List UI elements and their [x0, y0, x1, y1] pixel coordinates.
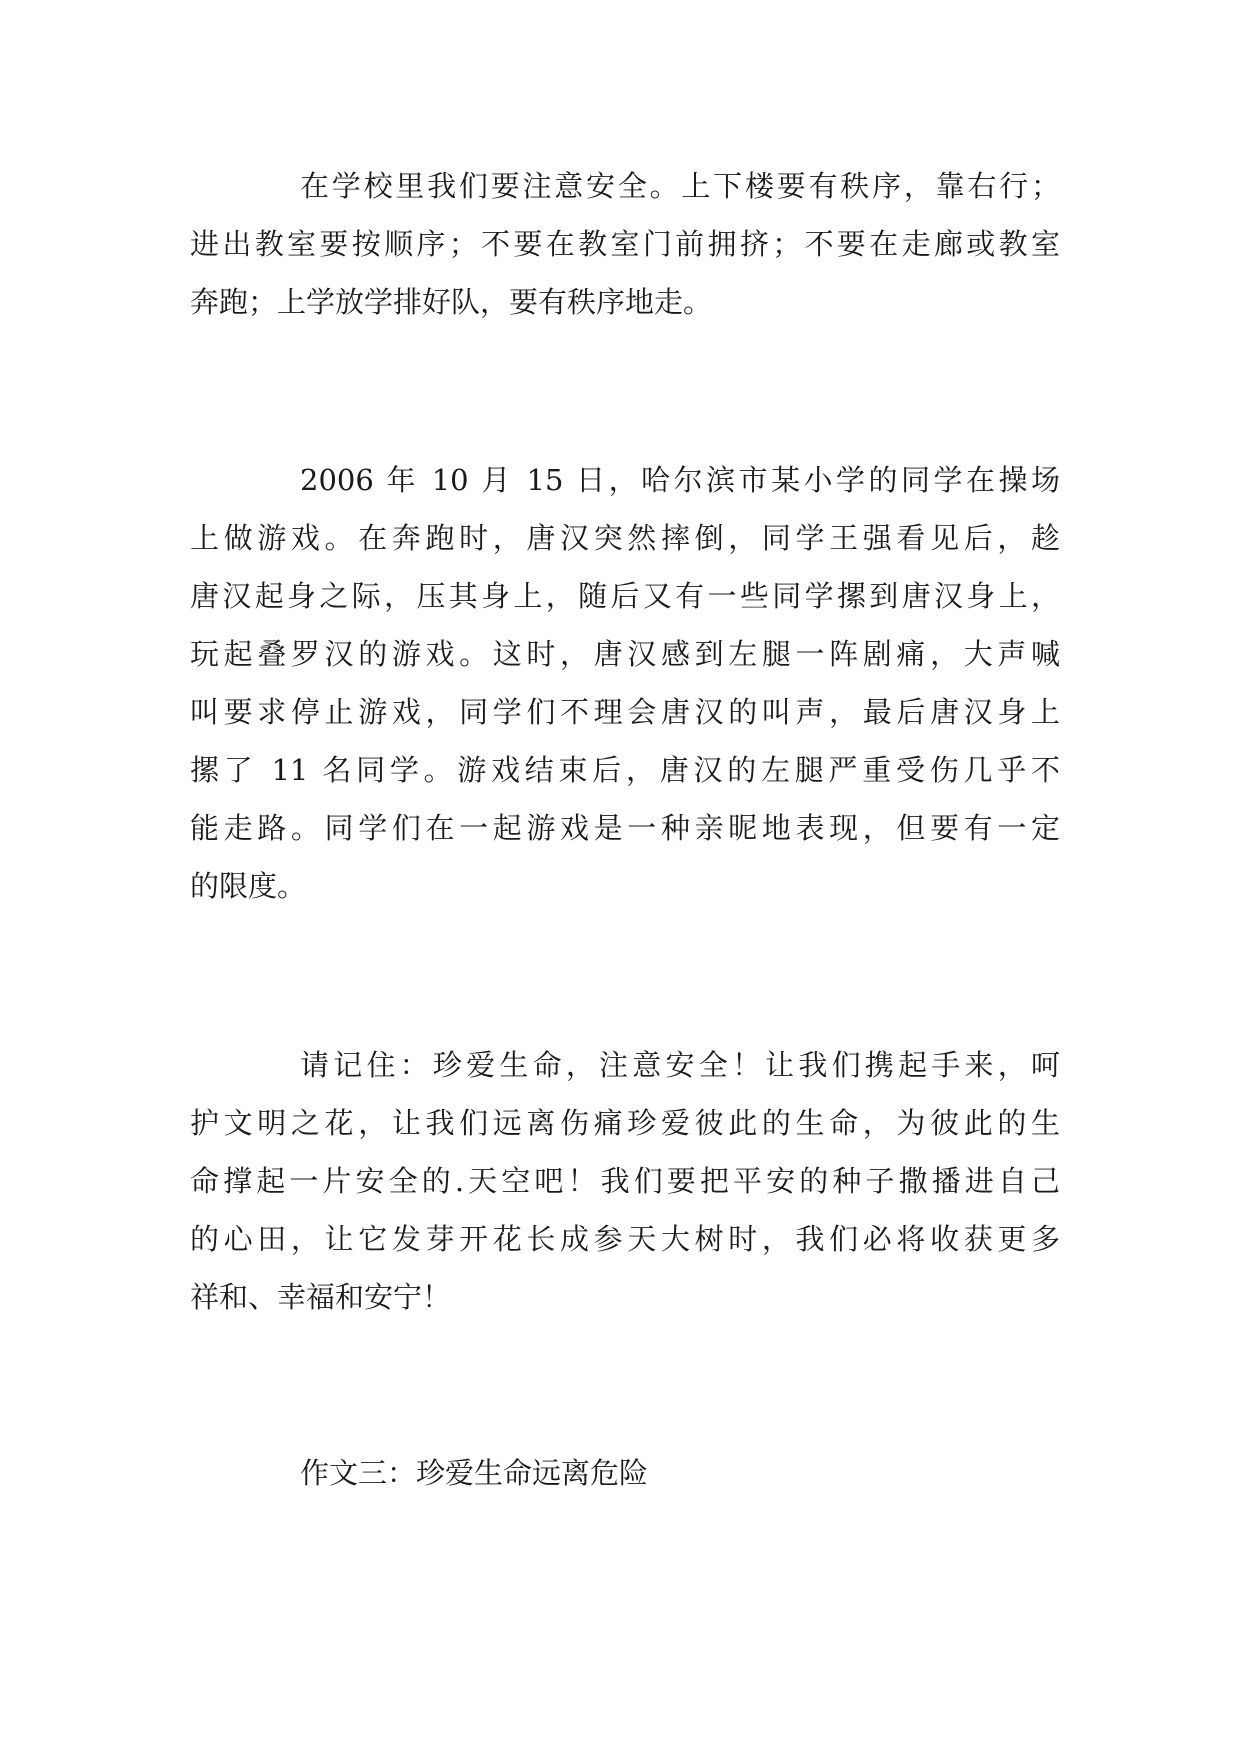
paragraph-line: 叫要求停止游戏，同学们不理会唐汉的叫声，最后唐汉身上 — [190, 695, 1060, 729]
paragraph-line: 在学校里我们要注意安全。上下楼要有秩序，靠右行； — [300, 169, 1060, 203]
paragraph-line: 的心田，让它发芽开花长成参天大树时，我们必将收获更多 — [190, 1222, 1060, 1256]
paragraph-line: 命撑起一片安全的.天空吧！我们要把平安的种子撒播进自己 — [190, 1164, 1060, 1198]
paragraph-school-safety — [190, 157, 1060, 331]
paragraph-line: 祥和、幸福和安宁！ — [190, 1280, 452, 1314]
section-heading-essay-three — [190, 1444, 1060, 1502]
paragraph-line: 进出教室要按顺序；不要在教室门前拥挤；不要在走廊或教室 — [190, 227, 1060, 261]
paragraph-line: 能走路。同学们在一起游戏是一种亲昵地表现，但要有一定 — [190, 811, 1060, 845]
paragraph-line: 2006 年 10 月 15 日，哈尔滨市某小学的同学在操场 — [300, 463, 1060, 497]
paragraph-line: 的限度。 — [190, 869, 307, 903]
paragraph-line: 上做游戏。在奔跑时，唐汉突然摔倒，同学王强看见后，趁 — [190, 521, 1060, 555]
paragraph-line: 请记住：珍爱生命，注意安全！让我们携起手来，呵 — [300, 1048, 1060, 1082]
section-heading-line: 作文三：珍爱生命远离危险 — [300, 1456, 649, 1490]
paragraph-line: 护文明之花，让我们远离伤痛珍爱彼此的生命，为彼此的生 — [190, 1106, 1060, 1140]
paragraph-remember-safety — [190, 1036, 1060, 1326]
paragraph-line: 唐汉起身之际，压其身上，随后又有一些同学摞到唐汉身上， — [190, 579, 1060, 613]
paragraph-incident-story — [190, 451, 1060, 915]
paragraph-line: 摞了 11 名同学。游戏结束后，唐汉的左腿严重受伤几乎不 — [190, 753, 1060, 787]
paragraph-line: 玩起叠罗汉的游戏。这时，唐汉感到左腿一阵剧痛，大声喊 — [190, 637, 1060, 671]
paragraph-line: 奔跑；上学放学排好队，要有秩序地走。 — [190, 285, 713, 319]
